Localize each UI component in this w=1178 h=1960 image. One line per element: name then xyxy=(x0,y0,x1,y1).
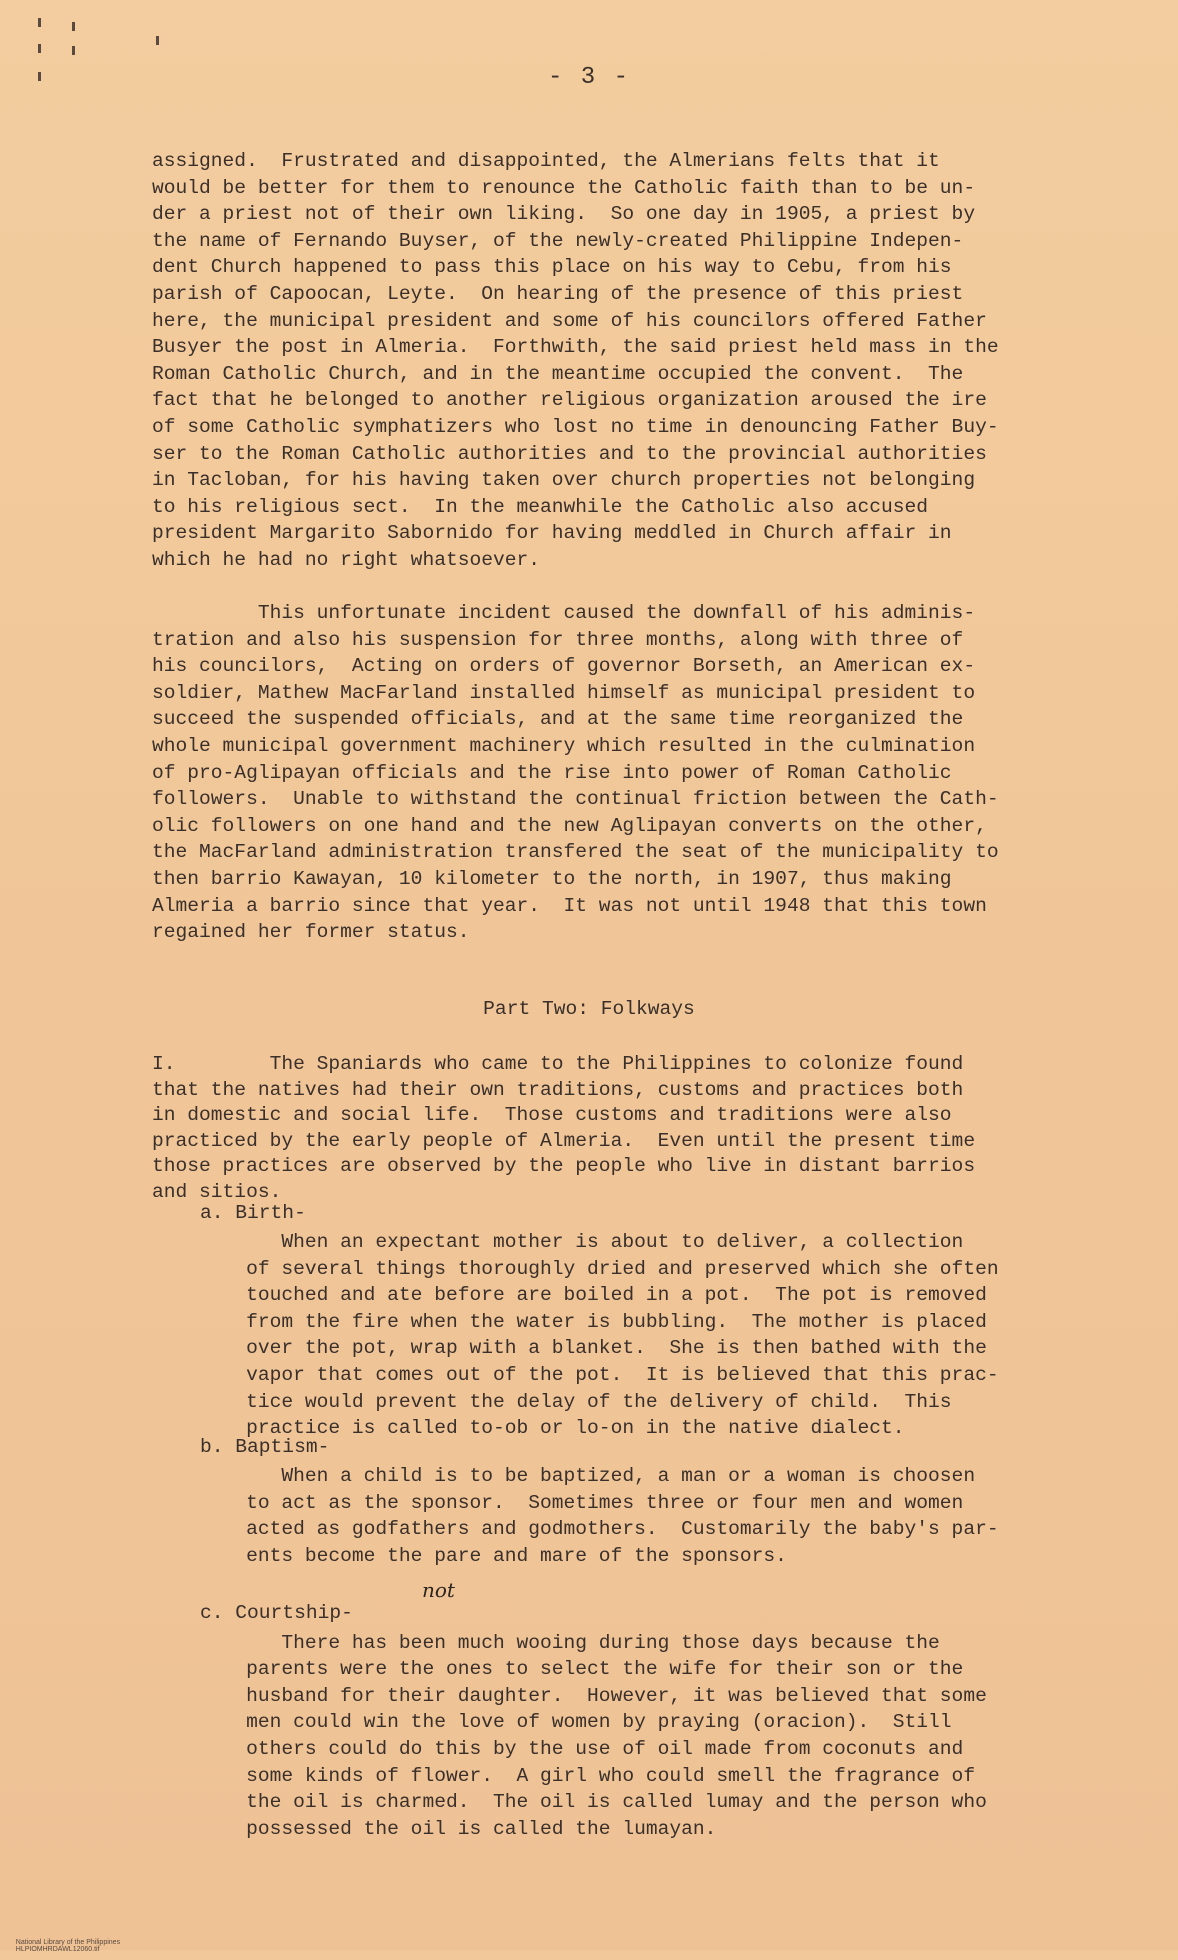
footer-library: National Library of the Philippines xyxy=(15,1939,121,1946)
archive-footer xyxy=(0,1932,1178,1960)
section-heading: Part Two: Folkways xyxy=(483,998,695,1020)
baptism-text: When a child is to be baptized, a man or a woman is choosen to act as the sponsor. Sometimes three or four men and women acted as godfathers and godmothers. Customarily the baby's par- ents become the pare and mare of the sponsors. xyxy=(246,1465,999,1567)
paragraph-2: This unfortunate incident caused the downfall of his adminis- tration and also his suspension for three months, along with three of his councilors, Acting on orders of governor Borseth, an American ex- soldier, Mathew MacFarland installed himself as municipal president to succeed the suspended officials, and at the same time reorganized the whole municipal government machinery which resulted in the culmination of pro-Aglipayan officials and the rise into power of Roman Catholic followers. Unable to withstand the continual friction between the Cath- olic followers on one hand and the new Aglipayan converts on the other, the MacFarland administration transfered the seat of the municipality to then barrio Kawayan, 10 kilometer to the north, in 1907, thus making Almeria a barrio since that year. It was not until 1948 that this town regained her former status. xyxy=(152,602,999,944)
margin-mark xyxy=(156,36,159,45)
margin-mark xyxy=(72,46,75,55)
footer-file: HLPIOMHRDAWL12060.tif xyxy=(15,1946,100,1953)
margin-mark xyxy=(72,22,75,31)
courtship-text: There has been much wooing during those days because the parents were the ones to select the wife for their son or the husband for their daughter. However, it was believed that some men could win the love of women by praying (oracion). Still others could do this by the use of oil made from coconuts and some kinds of flower. A girl who could smell the fragrance of the oil is charmed. The oil is called lumay and the person who possessed the oil is called the lumayan. xyxy=(246,1631,987,1840)
paragraph-3: I. The Spaniards who came to the Philippines to colonize found that the natives had their own traditions, customs and practices both in domestic and social life. Those customs and traditions were also practiced by the early people of Almeria. Even until the present time those practices are observed by the people who live in distant barrios and sitios. xyxy=(152,1053,976,1203)
courtship-label: c. Courtship- xyxy=(200,1602,353,1624)
baptism-label: b. Baptism- xyxy=(200,1436,330,1458)
margin-mark xyxy=(38,44,41,53)
page-number: - 3 - xyxy=(547,64,630,91)
handwritten-insertion: not xyxy=(422,1578,455,1602)
birth-label: a. Birth- xyxy=(200,1202,306,1224)
paragraph-1: assigned. Frustrated and disappointed, the Almerians felts that it would be better for them to renounce the Catholic faith than to be un- der a priest not of their own liking. So one day in 1905, a priest by the name of Fernando Buyser, of the newly-created Philippine Indepen- dent Church happened to pass this place on his way to Cebu, from his parish of Capoocan, Leyte. On hearing of the presence of this priest here, the municipal president and some of his councilors offered Father Busyer the post in Almeria. Forthwith, the said priest held mass in the Roman Catholic Church, and in the meantime occupied the convent. The fact that he belonged to another religious organization aroused the ire of some Catholic symphatizers who lost no time in denouncing Father Buy- ser to the Roman Catholic authorities and to the provincial authorities in Tacloban, for his having taken over church properties not belonging to his religious sect. In the meanwhile the Catholic also accused president Margarito Sabornido for having meddled in Church affair in which he had no right whatsoever. xyxy=(152,150,999,571)
birth-text: When an expectant mother is about to deliver, a collection of several things thoroughly dried and preserved which she often touched and ate before are boiled in a pot. The pot is removed from the fire when the water is bubbling. The mother is placed over the pot, wrap with a blanket. She is then bathed with the vapor that comes out of the pot. It is believed that this prac- tice would prevent the delay of the delivery of child. This practice is called to-ob or lo-on in the native dialect. xyxy=(246,1231,999,1440)
margin-mark xyxy=(38,18,41,27)
